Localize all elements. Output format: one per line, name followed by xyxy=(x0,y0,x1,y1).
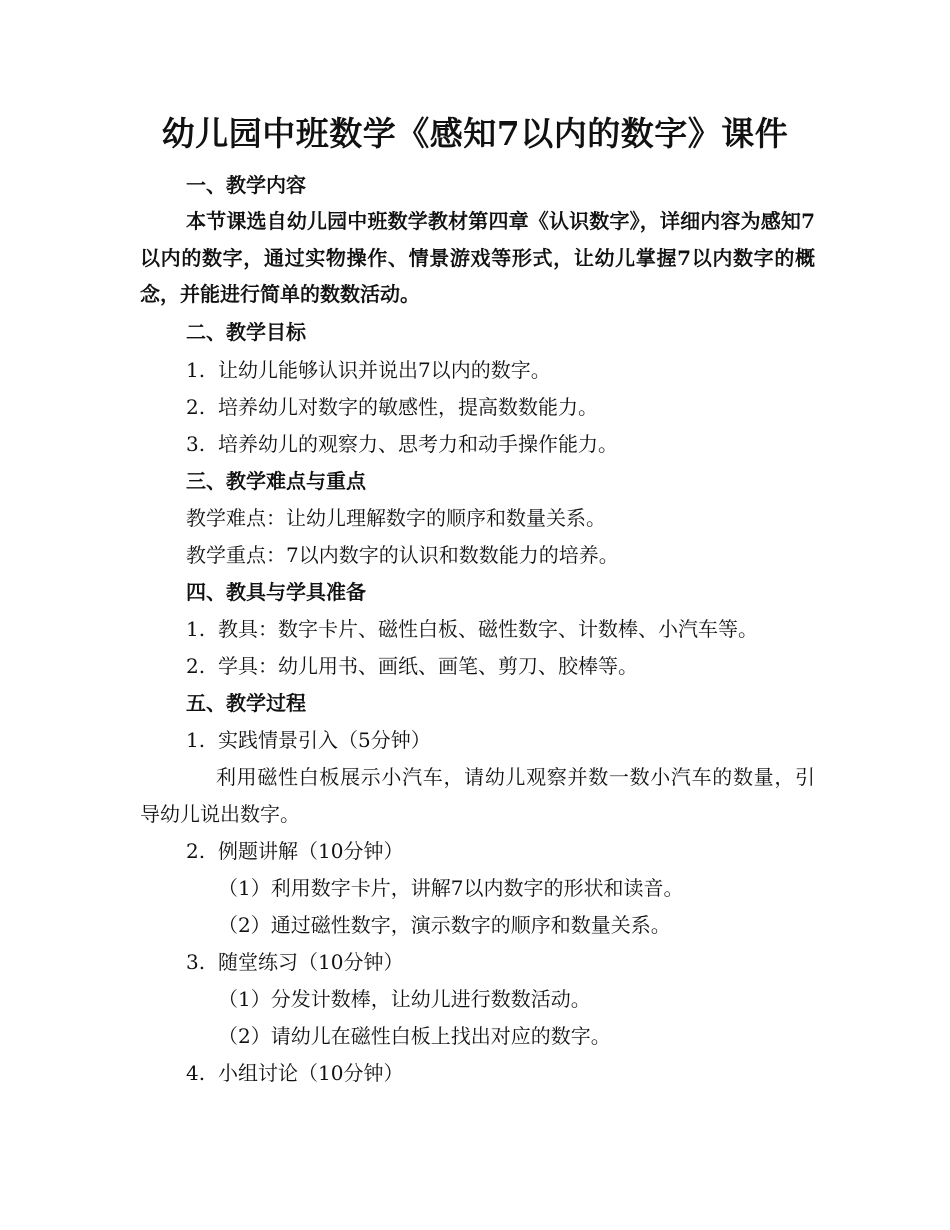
process-step-text: 小组讨论（10分钟） xyxy=(218,1061,404,1085)
section-heading-process: 五、教学过程 xyxy=(186,691,306,715)
section-heading-content: 一、教学内容 xyxy=(186,173,306,197)
process-step-number: 4. xyxy=(186,1061,206,1085)
process-step-number: 2. xyxy=(186,839,206,863)
materials-item-number: 2. xyxy=(186,654,206,678)
process-sub-item: （2）通过磁性数字，演示数字的顺序和数量关系。 xyxy=(218,913,671,937)
materials-item-number: 1. xyxy=(186,617,206,641)
goal-item xyxy=(186,352,551,388)
goal-item-number: 3. xyxy=(186,432,206,456)
materials-item-text: 教具：数字卡片、磁性白板、磁性数字、计数棒、小汽车等。 xyxy=(218,617,758,641)
goal-item-text: 让幼儿能够认识并说出7以内的数字。 xyxy=(218,358,551,382)
section-heading-materials: 四、教具与学具准备 xyxy=(186,580,366,604)
process-step-detail: 利用磁性白板展示小汽车，请幼儿观察并数一数小汽车的数量，引导幼儿说出数字。 xyxy=(140,765,815,826)
process-sub-item: （1）利用数字卡片，讲解7以内数字的形状和读音。 xyxy=(218,876,684,900)
process-step-text: 例题讲解（10分钟） xyxy=(218,839,404,863)
section-heading-difficulty: 三、教学难点与重点 xyxy=(186,469,366,493)
content-paragraph: 本节课选自幼儿园中班数学教材第四章《认识数字》，详细内容为感知7以内的数字，通过实物操作、情景游戏等形式，让幼儿掌握7以内数字的概念，并能进行简单的数数活动。 xyxy=(140,209,815,306)
goal-item xyxy=(186,389,598,425)
section-heading-goals: 二、教学目标 xyxy=(186,320,306,344)
process-step-number: 3. xyxy=(186,950,206,974)
goal-item xyxy=(186,426,618,462)
process-step-text: 随堂练习（10分钟） xyxy=(218,950,404,974)
process-step xyxy=(186,1055,403,1091)
goal-item-text: 培养幼儿对数字的敏感性，提高数数能力。 xyxy=(218,395,598,419)
process-step xyxy=(186,722,431,758)
process-step xyxy=(186,833,403,869)
process-sub-item: （2）请幼儿在磁性白板上找出对应的数字。 xyxy=(218,1024,611,1048)
materials-item-text: 学具：幼儿用书、画纸、画笔、剪刀、胶棒等。 xyxy=(218,654,638,678)
process-sub-item: （1）分发计数棒，让幼儿进行数数活动。 xyxy=(218,987,591,1011)
materials-item xyxy=(186,648,638,684)
document-title: 幼儿园中班数学《感知7以内的数字》课件 xyxy=(161,114,789,153)
goal-item-number: 1. xyxy=(186,358,206,382)
goal-item-text: 培养幼儿的观察力、思考力和动手操作能力。 xyxy=(218,432,618,456)
process-step-text: 实践情景引入（5分钟） xyxy=(218,728,431,752)
key-point-item: 教学重点：7以内数字的认识和数数能力的培养。 xyxy=(186,543,619,567)
difficulty-item: 教学难点：让幼儿理解数字的顺序和数量关系。 xyxy=(186,506,606,530)
process-step xyxy=(186,944,403,980)
process-step-number: 1. xyxy=(186,728,206,752)
goal-item-number: 2. xyxy=(186,395,206,419)
materials-item xyxy=(186,611,758,647)
